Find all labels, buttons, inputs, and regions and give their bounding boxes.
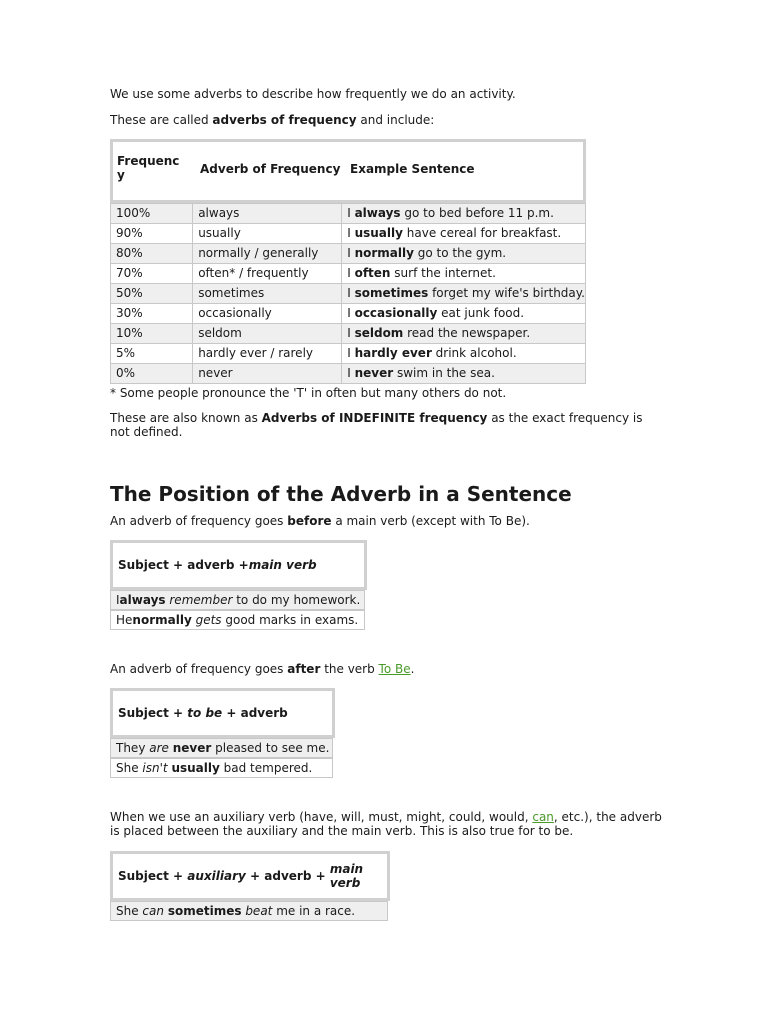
header-example: Example Sentence xyxy=(350,162,475,176)
box1-row: I always remember to do my homework. xyxy=(110,590,365,610)
freq-cell: 30% xyxy=(111,304,193,324)
box1-header: Subject + adverb + main verb xyxy=(110,540,367,590)
adverb-cell: seldom xyxy=(193,324,342,344)
example-cell: I seldom read the newspaper. xyxy=(342,324,586,344)
adverb-cell: sometimes xyxy=(193,284,342,304)
example-cell: I occasionally eat junk food. xyxy=(342,304,586,324)
freq-table-row xyxy=(111,224,586,244)
rule-before-main-verb: An adverb of frequency goes before a main verb (except with To Be). xyxy=(110,514,530,528)
can-link[interactable]: can xyxy=(532,810,554,824)
header-frequency: Frequency xyxy=(117,154,180,182)
example-cell: I never swim in the sea. xyxy=(342,364,586,384)
box2-header: Subject + to be + adverb xyxy=(110,688,335,738)
freq-table-row xyxy=(111,264,586,284)
freq-table-header xyxy=(110,139,586,203)
freq-cell: 10% xyxy=(111,324,193,344)
freq-table-row xyxy=(111,284,586,304)
box2-row: She isn't usually bad tempered. xyxy=(110,758,333,778)
freq-cell: 5% xyxy=(111,344,193,364)
example-cell: I normally go to the gym. xyxy=(342,244,586,264)
section-title: The Position of the Adverb in a Sentence xyxy=(110,482,572,506)
example-cell: I hardly ever drink alcohol. xyxy=(342,344,586,364)
to-be-link[interactable]: To Be xyxy=(378,662,411,676)
example-cell: I usually have cereal for breakfast. xyxy=(342,224,586,244)
freq-table-row xyxy=(111,344,586,364)
freq-cell: 0% xyxy=(111,364,193,384)
header-adverb: Adverb of Frequency xyxy=(200,162,341,176)
freq-table xyxy=(110,203,586,384)
freq-table-row xyxy=(111,364,586,384)
example-cell: I always go to bed before 11 p.m. xyxy=(342,204,586,224)
adverb-cell: always xyxy=(193,204,342,224)
adverb-cell: usually xyxy=(193,224,342,244)
freq-cell: 80% xyxy=(111,244,193,264)
freq-table-row xyxy=(111,204,586,224)
rule-auxiliary-line-2: is placed between the auxiliary and the main verb. This is also true for to be. xyxy=(110,824,574,838)
example-cell: I sometimes forget my wife's birthday. xyxy=(342,284,586,304)
intro-line-2: These are called adverbs of frequency and include: xyxy=(110,113,435,127)
freq-table-row xyxy=(111,324,586,344)
freq-cell: 100% xyxy=(111,204,193,224)
rule-auxiliary: When we use an auxiliary verb (have, will, must, might, could, would, can, etc.), the adverb xyxy=(110,810,662,824)
box3-header: Subject + auxiliary + adverb + main verb xyxy=(110,851,390,901)
freq-cell: 70% xyxy=(111,264,193,284)
freq-table-row xyxy=(111,244,586,264)
intro-line-1: We use some adverbs to describe how frequently we do an activity. xyxy=(110,87,516,101)
freq-table-row xyxy=(111,304,586,324)
box2-row: They are never pleased to see me. xyxy=(110,738,333,758)
freq-cell: 50% xyxy=(111,284,193,304)
box3-row: She can sometimes beat me in a race. xyxy=(110,901,388,921)
indefinite-note: These are also known as Adverbs of INDEFINITE frequency as the exact frequency is xyxy=(110,411,643,425)
rule-after-to-be: An adverb of frequency goes after the verb To Be. xyxy=(110,662,415,676)
adverb-cell: normally / generally xyxy=(193,244,342,264)
freq-cell: 90% xyxy=(111,224,193,244)
adverb-cell: never xyxy=(193,364,342,384)
adverb-cell: often* / frequently xyxy=(193,264,342,284)
adverb-cell: occasionally xyxy=(193,304,342,324)
box1-row: He normally gets good marks in exams. xyxy=(110,610,365,630)
indefinite-note-line-2: not defined. xyxy=(110,425,183,439)
footnote: * Some people pronounce the 'T' in often but many others do not. xyxy=(110,386,507,400)
adverb-cell: hardly ever / rarely xyxy=(193,344,342,364)
example-cell: I often surf the internet. xyxy=(342,264,586,284)
